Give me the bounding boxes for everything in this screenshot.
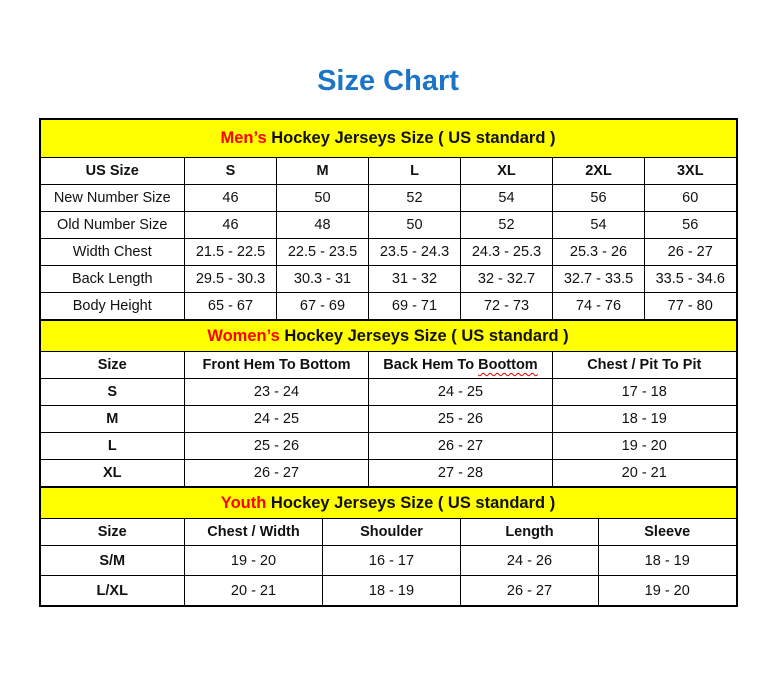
womens-header-size: Size — [40, 352, 185, 379]
size-cell: 33.5 - 34.6 — [645, 266, 737, 293]
size-cell: 29.5 - 30.3 — [185, 266, 277, 293]
row-label: Back Length — [40, 266, 185, 293]
size-cell: 67 - 69 — [277, 293, 369, 321]
size-cell: 50 — [277, 185, 369, 212]
size-cell: 48 — [277, 212, 369, 239]
mens-header-xl: XL — [461, 158, 553, 185]
womens-header-front-hem: Front Hem To Bottom — [185, 352, 369, 379]
mens-banner-highlight: Men’s — [220, 129, 267, 147]
size-cell: 77 - 80 — [645, 293, 737, 321]
youth-header-chest-width: Chest / Width — [185, 519, 323, 546]
womens-header-row — [40, 352, 737, 379]
size-cell: 23 - 24 — [185, 379, 369, 406]
size-cell: 26 - 27 — [461, 576, 599, 607]
mens-header-m: M — [277, 158, 369, 185]
size-cell: 26 - 27 — [645, 239, 737, 266]
row-label: Width Chest — [40, 239, 185, 266]
mens-header-l: L — [369, 158, 461, 185]
row-label: S/M — [40, 546, 185, 576]
size-cell: 18 - 19 — [323, 576, 461, 607]
size-cell: 56 — [553, 185, 645, 212]
size-cell: 20 - 21 — [553, 460, 737, 488]
size-cell: 46 — [185, 212, 277, 239]
mens-row-width-chest — [40, 239, 737, 266]
size-cell: 19 - 20 — [553, 433, 737, 460]
size-cell: 52 — [461, 212, 553, 239]
mens-row-back-length — [40, 266, 737, 293]
row-label: Body Height — [40, 293, 185, 321]
row-label: M — [40, 406, 185, 433]
youth-row-sm — [40, 546, 737, 576]
womens-banner-rest: Hockey Jerseys Size ( US standard ) — [279, 326, 569, 345]
size-cell: 65 - 67 — [185, 293, 277, 321]
size-cell: 32 - 32.7 — [461, 266, 553, 293]
size-cell: 60 — [645, 185, 737, 212]
size-cell: 46 — [185, 185, 277, 212]
womens-header-chest-pit: Chest / Pit To Pit — [553, 352, 737, 379]
mens-banner-rest: Hockey Jerseys Size ( US standard ) — [266, 129, 556, 147]
womens-row-m — [40, 406, 737, 433]
youth-header-row — [40, 519, 737, 546]
size-cell: 26 - 27 — [369, 433, 553, 460]
size-cell: 23.5 - 24.3 — [369, 239, 461, 266]
mens-row-old-number-size — [40, 212, 737, 239]
womens-row-xl — [40, 460, 737, 488]
mens-section-banner — [40, 119, 737, 158]
size-cell: 18 - 19 — [553, 406, 737, 433]
mens-row-new-number-size — [40, 185, 737, 212]
size-cell: 25.3 - 26 — [553, 239, 645, 266]
size-cell: 50 — [369, 212, 461, 239]
size-cell: 54 — [461, 185, 553, 212]
womens-banner-row — [40, 320, 737, 352]
size-cell: 24 - 26 — [461, 546, 599, 576]
size-cell: 26 - 27 — [185, 460, 369, 488]
youth-banner-row — [40, 487, 737, 519]
size-cell: 24 - 25 — [369, 379, 553, 406]
youth-row-lxl — [40, 576, 737, 607]
womens-row-s — [40, 379, 737, 406]
row-label: L/XL — [40, 576, 185, 607]
mens-banner-row — [40, 119, 737, 158]
youth-banner-rest: Hockey Jerseys Size ( US standard ) — [266, 493, 556, 512]
mens-header-s: S — [185, 158, 277, 185]
row-label: S — [40, 379, 185, 406]
size-cell: 24 - 25 — [185, 406, 369, 433]
row-label: XL — [40, 460, 185, 488]
womens-section-banner — [40, 320, 737, 352]
mens-header-3xl: 3XL — [645, 158, 737, 185]
size-cell: 74 - 76 — [553, 293, 645, 321]
size-cell: 32.7 - 33.5 — [553, 266, 645, 293]
size-cell: 19 - 20 — [599, 576, 737, 607]
size-cell: 21.5 - 22.5 — [185, 239, 277, 266]
page-title: Size Chart — [317, 65, 459, 97]
size-cell: 30.3 - 31 — [277, 266, 369, 293]
size-chart-table — [39, 118, 738, 607]
size-cell: 56 — [645, 212, 737, 239]
womens-banner-highlight: Women’s — [207, 326, 280, 345]
size-cell: 20 - 21 — [185, 576, 323, 607]
back-hem-label-prefix: Back Hem To — [383, 357, 479, 373]
mens-row-body-height — [40, 293, 737, 321]
youth-header-size: Size — [40, 519, 185, 546]
size-cell: 69 - 71 — [369, 293, 461, 321]
womens-header-back-hem — [369, 352, 553, 379]
size-cell: 31 - 32 — [369, 266, 461, 293]
size-cell: 25 - 26 — [185, 433, 369, 460]
size-cell: 72 - 73 — [461, 293, 553, 321]
size-cell: 16 - 17 — [323, 546, 461, 576]
size-cell: 54 — [553, 212, 645, 239]
womens-row-l — [40, 433, 737, 460]
youth-header-sleeve: Sleeve — [599, 519, 737, 546]
youth-banner-highlight: Youth — [220, 493, 267, 512]
youth-header-shoulder: Shoulder — [323, 519, 461, 546]
mens-header-row — [40, 158, 737, 185]
size-cell: 19 - 20 — [185, 546, 323, 576]
size-cell: 52 — [369, 185, 461, 212]
row-label: L — [40, 433, 185, 460]
back-hem-misspelled-word: Boottom — [478, 357, 538, 373]
size-cell: 27 - 28 — [369, 460, 553, 488]
size-cell: 17 - 18 — [553, 379, 737, 406]
size-cell: 24.3 - 25.3 — [461, 239, 553, 266]
row-label: Old Number Size — [40, 212, 185, 239]
row-label: New Number Size — [40, 185, 185, 212]
size-cell: 22.5 - 23.5 — [277, 239, 369, 266]
youth-header-length: Length — [461, 519, 599, 546]
size-cell: 18 - 19 — [599, 546, 737, 576]
size-cell: 25 - 26 — [369, 406, 553, 433]
mens-header-2xl: 2XL — [553, 158, 645, 185]
youth-section-banner — [40, 487, 737, 519]
mens-header-us-size: US Size — [40, 158, 185, 185]
